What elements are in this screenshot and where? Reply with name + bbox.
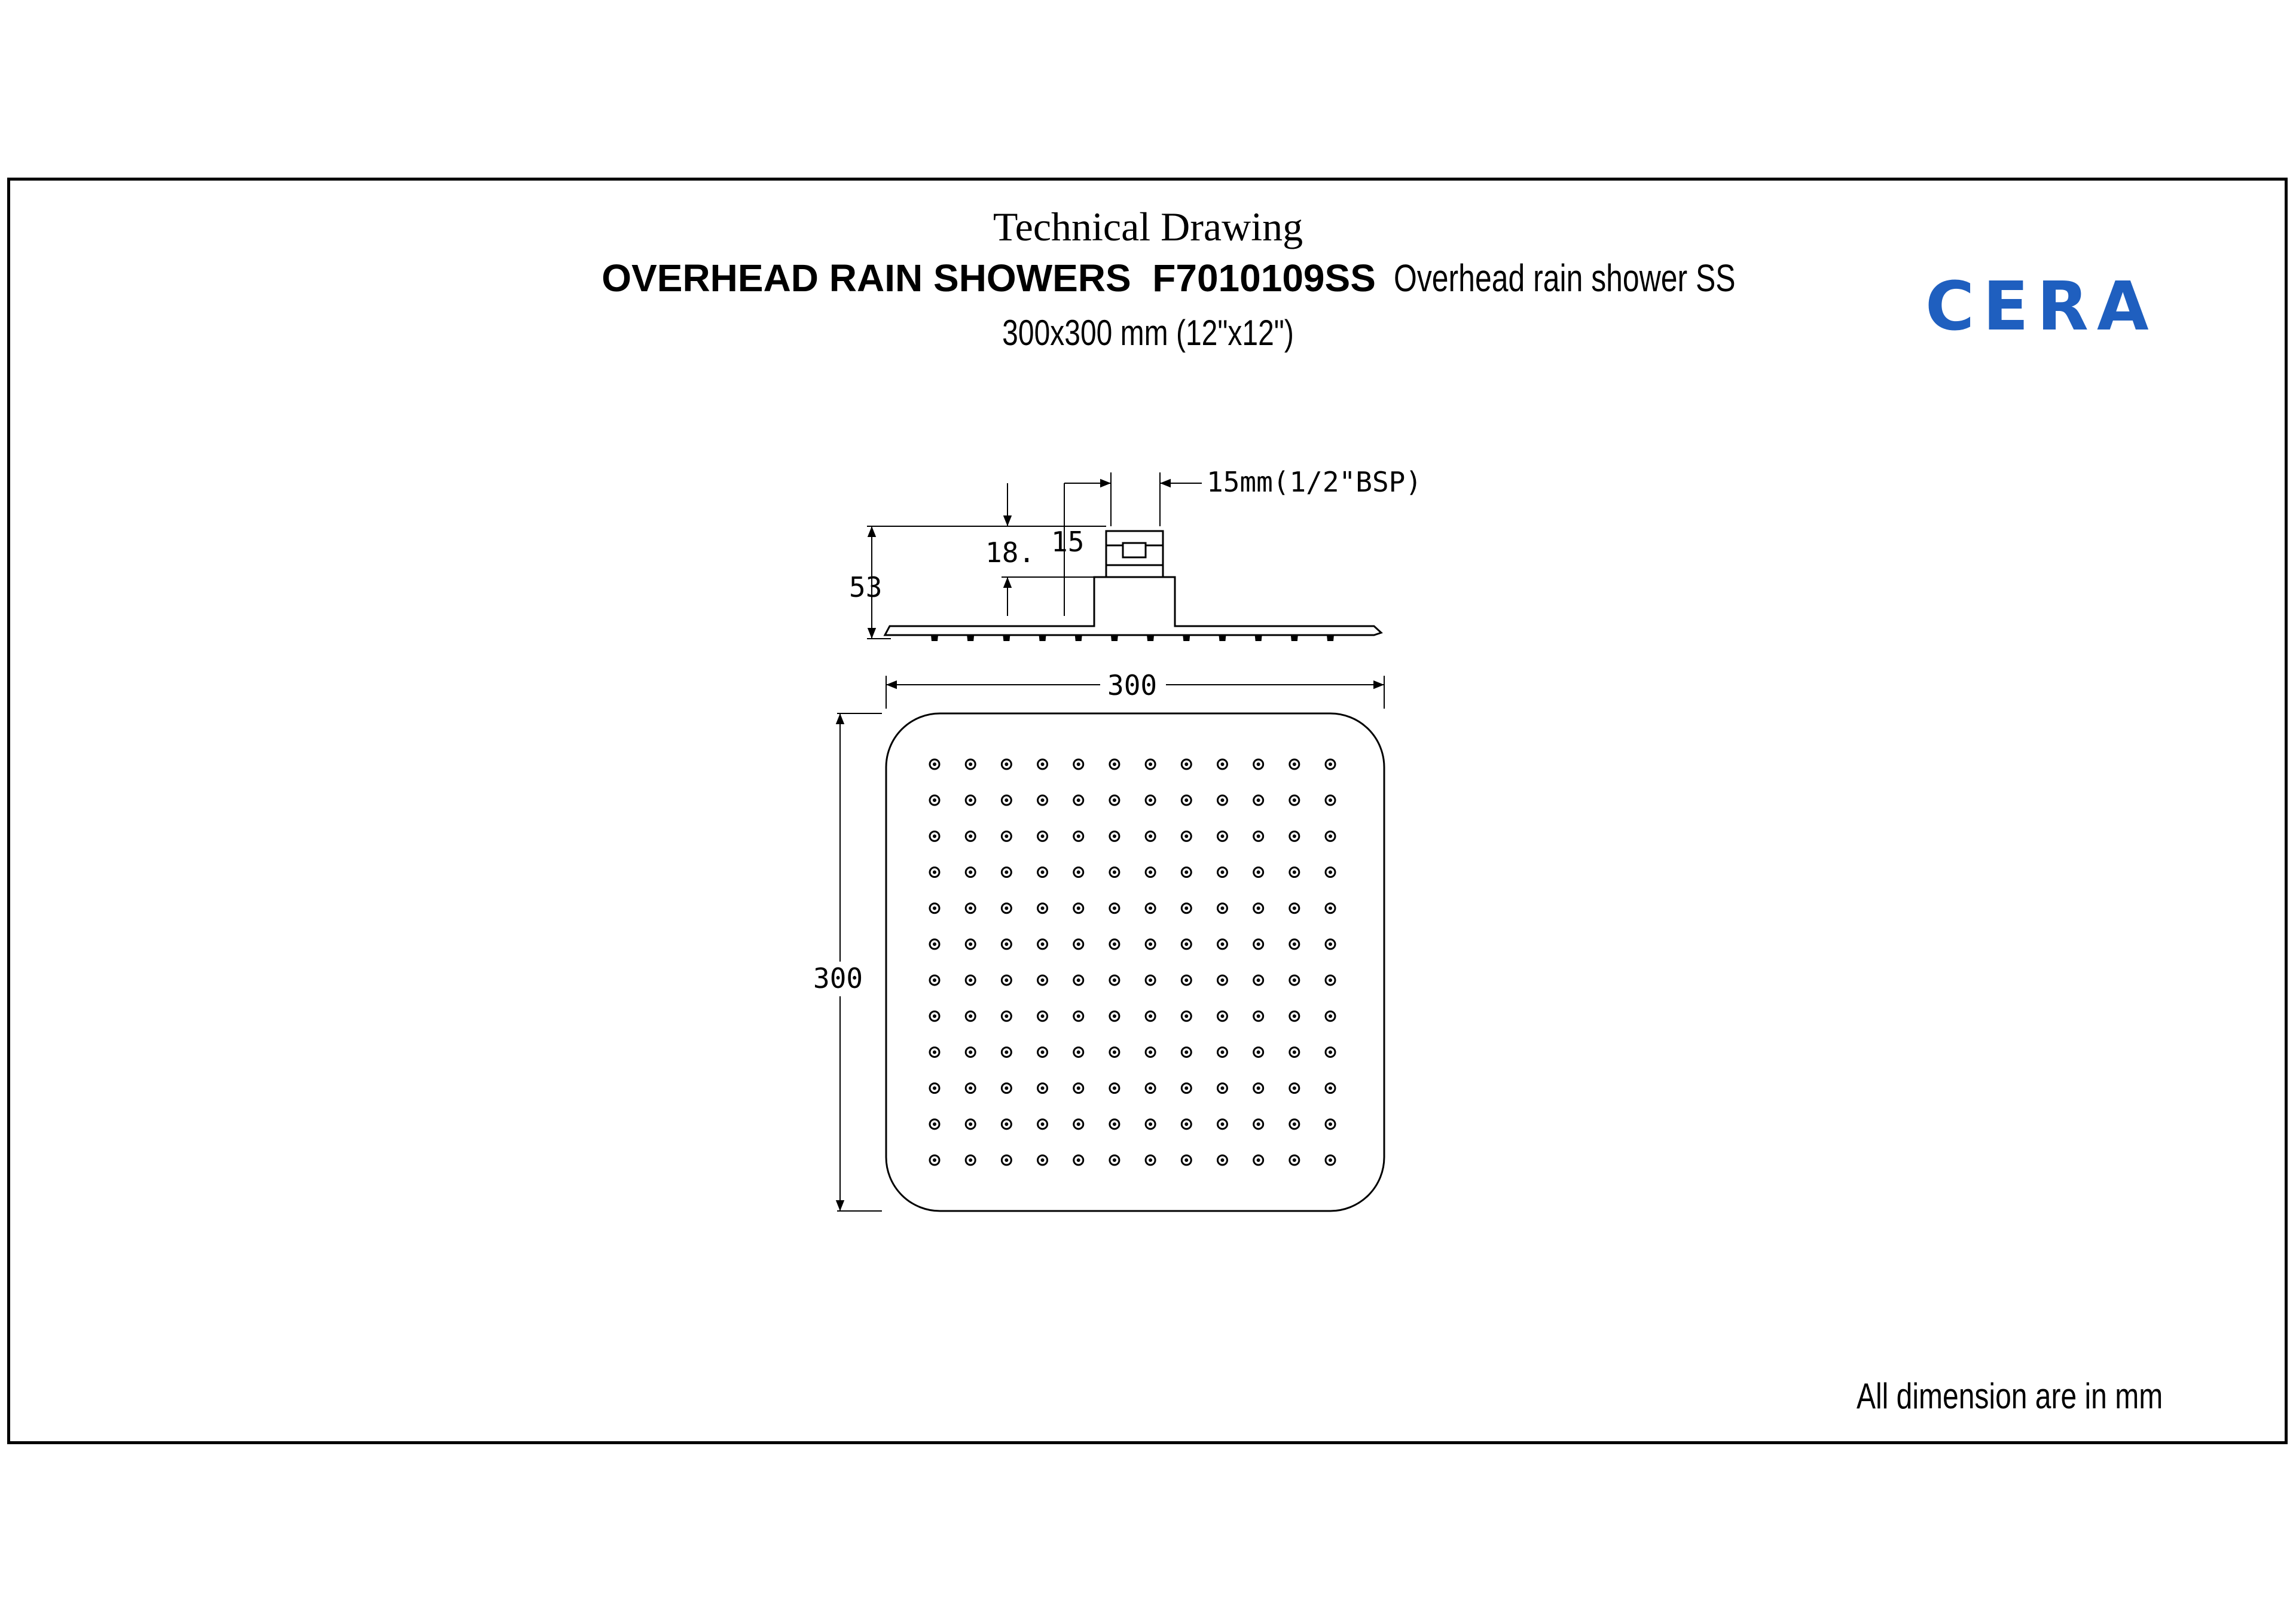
- nozzle: [1217, 1011, 1227, 1021]
- nozzle: [1146, 1084, 1155, 1093]
- nozzle: [1181, 1155, 1191, 1165]
- dim-53-label: 53: [849, 571, 883, 603]
- nozzle: [930, 939, 939, 949]
- nozzle: [1038, 975, 1048, 985]
- dim-depth-label: 300: [813, 962, 863, 994]
- nozzle: [1217, 1155, 1227, 1165]
- nozzle: [1217, 759, 1227, 769]
- nozzle: [1326, 868, 1335, 877]
- nozzle: [1217, 831, 1227, 841]
- nozzle: [1181, 759, 1191, 769]
- nozzle: [1181, 939, 1191, 949]
- product-category: OVERHEAD RAIN SHOWERS: [602, 257, 1131, 300]
- nozzle: [1290, 868, 1299, 877]
- nozzle: [1326, 795, 1335, 805]
- nozzle: [1181, 831, 1191, 841]
- nozzle-tip: [1039, 635, 1046, 641]
- nozzle: [930, 1155, 939, 1165]
- nozzle: [1217, 1084, 1227, 1093]
- nozzle: [1002, 975, 1011, 985]
- nozzle: [1038, 1119, 1048, 1129]
- nozzle: [1290, 795, 1299, 805]
- nozzle: [1217, 868, 1227, 877]
- nozzle: [1074, 939, 1083, 949]
- nozzle: [1002, 939, 1011, 949]
- nozzle: [930, 759, 939, 769]
- nozzle: [930, 1011, 939, 1021]
- nozzle: [1074, 975, 1083, 985]
- nozzle: [1290, 759, 1299, 769]
- nozzle-tip: [1147, 635, 1154, 641]
- nozzle: [1110, 795, 1119, 805]
- nozzle: [1181, 868, 1191, 877]
- nozzle: [1146, 868, 1155, 877]
- nozzle: [1038, 795, 1048, 805]
- nozzle: [1110, 975, 1119, 985]
- connector-nut: [1106, 531, 1163, 577]
- nozzle: [1074, 1047, 1083, 1057]
- nozzle-tip: [1183, 635, 1190, 641]
- nozzle: [966, 795, 975, 805]
- nozzle-tip: [1075, 635, 1082, 641]
- nozzle: [1002, 1011, 1011, 1021]
- nozzle: [1217, 939, 1227, 949]
- nozzle-tip: [1255, 635, 1262, 641]
- nozzle: [930, 868, 939, 877]
- nozzle: [1181, 795, 1191, 805]
- nozzle: [1181, 1047, 1191, 1057]
- nozzle: [1146, 831, 1155, 841]
- nozzle: [1326, 904, 1335, 913]
- nozzle: [930, 795, 939, 805]
- nozzle: [966, 1011, 975, 1021]
- nozzle-tip: [1219, 635, 1226, 641]
- nozzle: [1038, 1155, 1048, 1165]
- nozzle: [1290, 831, 1299, 841]
- nozzle: [1254, 831, 1263, 841]
- nozzle: [1254, 868, 1263, 877]
- nozzle: [1002, 1155, 1011, 1165]
- dim-18-label: 18.: [985, 536, 1036, 569]
- product-size: 300x300 mm (12"x12"): [1002, 313, 1294, 353]
- nozzle: [966, 1119, 975, 1129]
- nozzle: [1038, 904, 1048, 913]
- product-description: Overhead rain shower SS: [1393, 257, 1736, 300]
- nozzle: [1002, 1047, 1011, 1057]
- nozzle-tip: [1003, 635, 1010, 641]
- nozzle: [930, 975, 939, 985]
- nozzle: [1038, 831, 1048, 841]
- nozzle: [1326, 831, 1335, 841]
- nozzle: [1038, 1084, 1048, 1093]
- nozzle: [1290, 1011, 1299, 1021]
- nozzle: [1074, 1119, 1083, 1129]
- nozzle: [1326, 1047, 1335, 1057]
- nozzle: [1074, 831, 1083, 841]
- nozzle: [1038, 1047, 1048, 1057]
- nozzle: [966, 831, 975, 841]
- nozzle: [1074, 1155, 1083, 1165]
- nozzle: [1110, 1119, 1119, 1129]
- nozzle: [1074, 1011, 1083, 1021]
- nozzle: [1326, 1011, 1335, 1021]
- dim-inlet-label: 15mm(1/2"BSP): [1207, 466, 1422, 498]
- nozzle: [930, 1084, 939, 1093]
- nozzle: [1217, 904, 1227, 913]
- dim-15-label: 15: [1051, 526, 1085, 558]
- nozzle: [1002, 1119, 1011, 1129]
- nozzle: [1254, 1084, 1263, 1093]
- nozzle: [1326, 759, 1335, 769]
- nozzle: [1038, 939, 1048, 949]
- nozzle: [966, 975, 975, 985]
- nozzle: [1146, 759, 1155, 769]
- nozzle: [1326, 1119, 1335, 1129]
- nozzle: [1146, 795, 1155, 805]
- nozzle: [1181, 1011, 1191, 1021]
- nozzle: [1002, 831, 1011, 841]
- nozzle: [1146, 939, 1155, 949]
- nozzle: [1038, 868, 1048, 877]
- nozzle-tip: [1111, 635, 1118, 641]
- nozzle: [1074, 868, 1083, 877]
- nozzle: [1254, 1155, 1263, 1165]
- nozzle: [1290, 1119, 1299, 1129]
- nozzle: [1290, 1155, 1299, 1165]
- nozzle: [1290, 1084, 1299, 1093]
- nozzle: [1110, 1155, 1119, 1165]
- nozzle: [966, 1155, 975, 1165]
- nozzle: [1038, 1011, 1048, 1021]
- nozzle: [1217, 975, 1227, 985]
- nozzle: [1146, 1119, 1155, 1129]
- nozzle: [1002, 904, 1011, 913]
- nozzle-grid: [930, 759, 1335, 1165]
- nozzle-tip: [1291, 635, 1298, 641]
- units-note: All dimension are in mm: [1857, 1376, 2163, 1416]
- nozzle: [1002, 795, 1011, 805]
- nozzle: [1326, 939, 1335, 949]
- nozzle: [966, 759, 975, 769]
- nozzle: [1290, 975, 1299, 985]
- nozzle: [966, 904, 975, 913]
- nozzle: [1254, 1011, 1263, 1021]
- shower-plate-outline: [885, 577, 1381, 635]
- nozzle: [966, 868, 975, 877]
- nozzle: [1002, 868, 1011, 877]
- nozzle: [1181, 1119, 1191, 1129]
- nozzle: [1181, 975, 1191, 985]
- nozzle: [1110, 1084, 1119, 1093]
- nozzle: [1110, 904, 1119, 913]
- nozzle: [1002, 759, 1011, 769]
- nozzle: [1254, 1119, 1263, 1129]
- nozzle-tip: [931, 635, 938, 641]
- nozzle: [1074, 759, 1083, 769]
- nozzle: [1326, 975, 1335, 985]
- nozzle: [1290, 939, 1299, 949]
- drawing-title: Technical Drawing: [993, 204, 1303, 249]
- nozzle: [1110, 759, 1119, 769]
- nozzle: [1326, 1084, 1335, 1093]
- nozzle: [966, 939, 975, 949]
- nozzle: [966, 1084, 975, 1093]
- nozzle: [1181, 904, 1191, 913]
- nozzle: [1074, 1084, 1083, 1093]
- nozzle: [1217, 1119, 1227, 1129]
- nozzle: [1146, 1011, 1155, 1021]
- nozzle: [1146, 1155, 1155, 1165]
- nozzle: [1181, 1084, 1191, 1093]
- nozzle: [1254, 795, 1263, 805]
- nozzle: [1254, 939, 1263, 949]
- cera-logo: CERA: [1925, 268, 2157, 346]
- nozzle: [1254, 904, 1263, 913]
- connector-inlet: [1123, 543, 1146, 557]
- nozzle: [930, 1119, 939, 1129]
- nozzle: [966, 1047, 975, 1057]
- product-code: F7010109SS: [1152, 257, 1376, 300]
- nozzle-tip: [967, 635, 974, 641]
- nozzle: [1110, 868, 1119, 877]
- nozzle: [1074, 904, 1083, 913]
- nozzle: [1002, 1084, 1011, 1093]
- nozzle: [1290, 904, 1299, 913]
- nozzle: [1290, 1047, 1299, 1057]
- nozzle: [1146, 1047, 1155, 1057]
- nozzle: [1217, 795, 1227, 805]
- shower-plate-plan: [886, 713, 1384, 1211]
- nozzle: [1217, 1047, 1227, 1057]
- nozzle: [930, 904, 939, 913]
- nozzle: [1146, 904, 1155, 913]
- nozzle: [930, 1047, 939, 1057]
- nozzle: [1074, 795, 1083, 805]
- nozzle: [1110, 831, 1119, 841]
- nozzle: [1254, 975, 1263, 985]
- nozzle: [1254, 1047, 1263, 1057]
- nozzle: [1110, 1047, 1119, 1057]
- dim-width-label: 300: [1107, 669, 1158, 701]
- nozzle-tip: [1327, 635, 1334, 641]
- nozzle: [930, 831, 939, 841]
- nozzle: [1146, 975, 1155, 985]
- nozzle: [1326, 1155, 1335, 1165]
- nozzle: [1110, 939, 1119, 949]
- nozzle: [1038, 759, 1048, 769]
- nozzle: [1254, 759, 1263, 769]
- nozzle: [1110, 1011, 1119, 1021]
